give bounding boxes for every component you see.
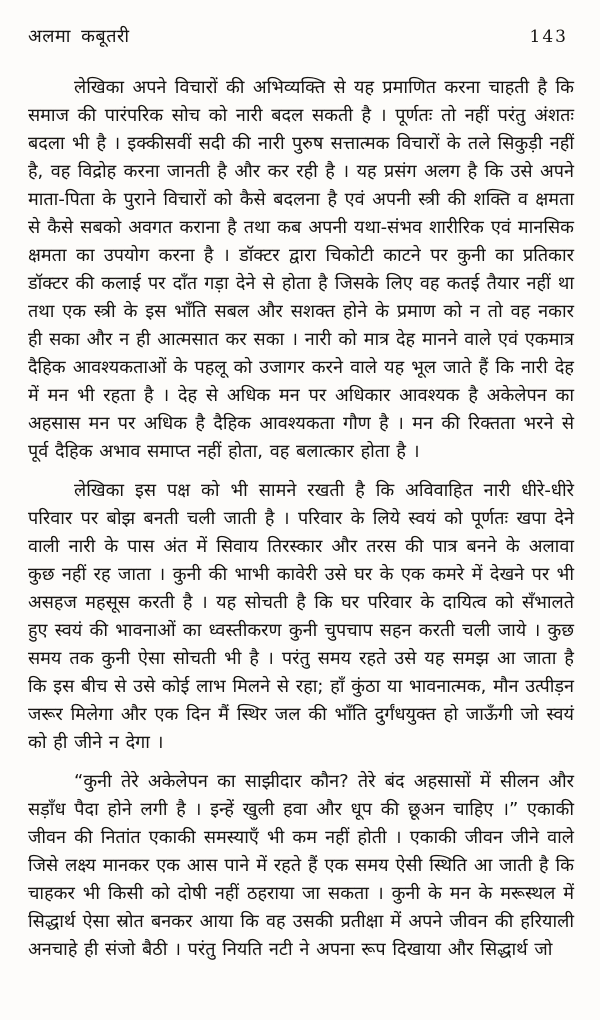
- page-number: 143: [529, 27, 568, 47]
- page-header: [0, 0, 600, 48]
- running-head-title: अलमा कबूतरी: [28, 26, 130, 47]
- paragraph-2: लेखिका इस पक्ष को भी सामने रखती है कि अविवाहित नारी धीरे-धीरे परिवार पर बोझ बनती चली जाती है । परिवार के लिये स्वयं को पूर्णतः खपा देने वाली नारी के पास अंत में सिवाय तिरस्कार और तरस की पात्र बनने के अलावा कुछ नहीं रह जाता । कुनी की भाभी कावेरी उसे घर के एक कमरे में देखने पर भी असहज महसूस करती है । यह सोचती है कि घर परिवार के दायित्व को सँभालते हुए स्वयं की भावनाओं का ध्वस्तीकरण कुनी चुपचाप सहन करती चली जाये । कुछ समय तक कुनी ऐसा सोचती भी है । परंतु समय रहते उसे यह समझ आ जाता है कि इस बीच से उसे कोई लाभ मिलने से रहा; हाँ कुंठा या भावनात्मक, मौन उत्पीड़न जरूर मिलेगा और एक दिन मैं स्थिर जल की भाँति दुर्गंधयुक्त हो जाऊँगी जो स्वयं को ही जीने न देगा ।: [28, 480, 574, 753]
- page-body: [0, 48, 600, 964]
- paragraph-3: “कुनी तेरे अकेलेपन का साझीदार कौन? तेरे बंद अहसासों में सीलन और सड़ाँध पैदा होने लगी है । इन्हें खुली हवा और धूप की छूअन चाहिए ।” एकाकी जीवन की नितांत एकाकी समस्याएँ भी कम नहीं होती । एकाकी जीवन जीने वाले जिसे लक्ष्य मानकर एक आस पाने में रहते हैं एक समय ऐसी स्थिति आ जाती है कि चाहकर भी किसी को दोषी नहीं ठहराया जा सकता । कुनी के मन के मरूस्थल में सिद्धार्थ ऐसा स्रोत बनकर आया कि वह उसकी प्रतीक्षा में अपने जीवन की हरियाली अनचाहे ही संजो बैठी । परंतु नियति नटी ने अपना रूप दिखाया और सिद्धार्थ जो: [28, 771, 574, 960]
- paragraph-1: लेखिका अपने विचारों की अभिव्यक्ति से यह प्रमाणित करना चाहती है कि समाज की पारंपरिक सोच को नारी बदल सकती है । पूर्णतः तो नहीं परंतु अंशतः बदला भी है । इक्कीसवीं सदी की नारी पुरुष सत्तात्मक विचारों के तले सिकुड़ी नहीं है, वह विद्रोह करना जानती है और कर रही है । यह प्रसंग अलग है कि उसे अपने माता-पिता के पुराने विचारों को कैसे बदलना है एवं अपनी स्त्री की शक्ति व क्षमता से कैसे सबको अवगत कराना है तथा कब अपनी यथा-संभव शारीरिक एवं मानसिक क्षमता का उपयोग करना है । डॉक्टर द्वारा चिकोटी काटने पर कुनी का प्रतिकार डॉक्टर की कलाई पर दाँत गड़ा देने से होता है जिसके लिए वह कतई तैयार नहीं था तथा एक स्त्री के इस भाँति सबल और सशक्त होने के प्रमाण को न तो वह नकार ही सका और न ही आत्मसात कर सका । नारी को मात्र देह मानने वाले एवं एकमात्र दैहिक आवश्यकताओं के पहलू को उजागर करने वाले यह भूल जाते हैं कि नारी देह में मन भी रहता है । देह से अधिक मन पर अधिकार आवश्यक है अकेलेपन का अहसास मन पर अधिक है दैहिक आवश्यकता गौण है । मन की रिक्तता भरने से पूर्व दैहिक अभाव समाप्त नहीं होता, वह बलात्कार होता है ।: [28, 77, 574, 462]
